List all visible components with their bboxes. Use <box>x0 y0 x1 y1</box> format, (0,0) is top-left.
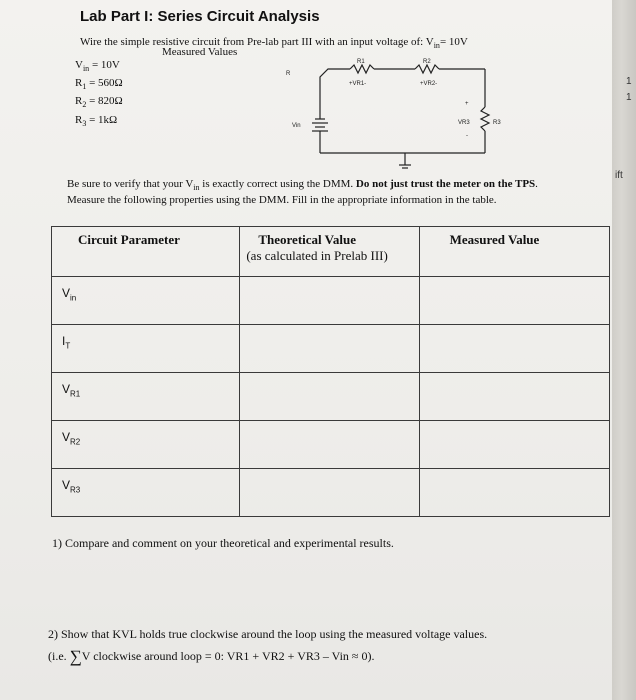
sigma-symbol: ∑ <box>69 647 82 666</box>
param-vr3: $V_{R3}$ <box>52 469 240 517</box>
r1-label: R1 <box>357 59 365 65</box>
theoretical-vr3-cell[interactable] <box>240 469 419 517</box>
edge-mark-ift: ift <box>615 170 623 181</box>
question-1: 1) Compare and comment on your theoretical and experimental results. <box>52 536 394 550</box>
theoretical-vr2-cell[interactable] <box>240 421 419 469</box>
r2-label: R2 <box>423 59 431 65</box>
instruction-text: Wire the simple resistive circuit from Pre-lab part III with an input voltage of: $V_{in}= 10V$ <box>80 36 468 51</box>
param-vin: $V_{in}$ <box>52 277 240 325</box>
resistor-r1 <box>350 65 374 73</box>
vin-label: Vin <box>292 123 301 129</box>
series-circuit-diagram <box>280 55 520 180</box>
table-row <box>52 373 610 421</box>
table-row <box>52 421 610 469</box>
verify-instructions: Be sure to verify that your $V_{in}$ is exactly correct using the DMM. Do not just trust the meter on the TPS. Measure the following properties using the DMM. Fill in the appropriate information in the table. <box>67 178 538 207</box>
table-row <box>52 469 610 517</box>
param-vr2: $V_{R2}$ <box>52 421 240 469</box>
measured-vr3-cell[interactable] <box>419 469 609 517</box>
table-header-row <box>52 227 610 277</box>
given-vin: $V_{in} = 10V$ <box>75 59 120 74</box>
page-title: Lab Part I: Series Circuit Analysis <box>80 8 320 25</box>
header-circuit-parameter: Circuit Parameter <box>52 227 240 277</box>
edge-mark-2: 1 <box>626 92 632 103</box>
param-it: $I_T$ <box>52 325 240 373</box>
vr3-plus: + <box>465 101 469 107</box>
adjacent-page-edge <box>612 0 636 700</box>
given-r2: $R_2 = 820\Omega$ <box>75 95 123 110</box>
header-theoretical-value: Theoretical Value (as calculated in Prelab III) <box>240 227 419 277</box>
edge-mark-1: 1 <box>626 76 632 87</box>
theoretical-vin-cell[interactable] <box>240 277 419 325</box>
vr3-label: VR3 <box>458 120 470 126</box>
measured-values-heading: Measured Values <box>162 46 238 58</box>
resistor-r3 <box>481 107 489 131</box>
question-2-formula: (i.e. ∑V clockwise around loop = 0: VR1 + VR2 + VR3 – Vin ≈ 0). <box>48 647 375 666</box>
theoretical-it-cell[interactable] <box>240 325 419 373</box>
r3-label: R3 <box>493 120 501 126</box>
vr2-label: +VR2- <box>420 81 438 87</box>
question-2: 2) Show that KVL holds true clockwise around the loop using the measured voltage values. <box>48 627 488 641</box>
param-vr1: $V_{R1}$ <box>52 373 240 421</box>
table-row <box>52 277 610 325</box>
measured-vin-cell[interactable] <box>419 277 609 325</box>
wire-top-left <box>320 69 350 82</box>
given-r3: $R_3 = 1k\Omega$ <box>75 113 118 128</box>
measured-vr1-cell[interactable] <box>419 373 609 421</box>
measurement-table <box>51 226 610 517</box>
table-row <box>52 325 610 373</box>
header-measured-value: Measured Value <box>419 227 609 277</box>
resistor-r2 <box>415 65 439 73</box>
node-label: R <box>286 71 291 77</box>
measured-it-cell[interactable] <box>419 325 609 373</box>
given-values <box>75 58 123 131</box>
vr3-minus: - <box>466 133 468 139</box>
measured-vr2-cell[interactable] <box>419 421 609 469</box>
given-r1: $R_1 = 560\Omega$ <box>75 77 123 92</box>
theoretical-vr1-cell[interactable] <box>240 373 419 421</box>
vr1-label: +VR1- <box>349 81 367 87</box>
